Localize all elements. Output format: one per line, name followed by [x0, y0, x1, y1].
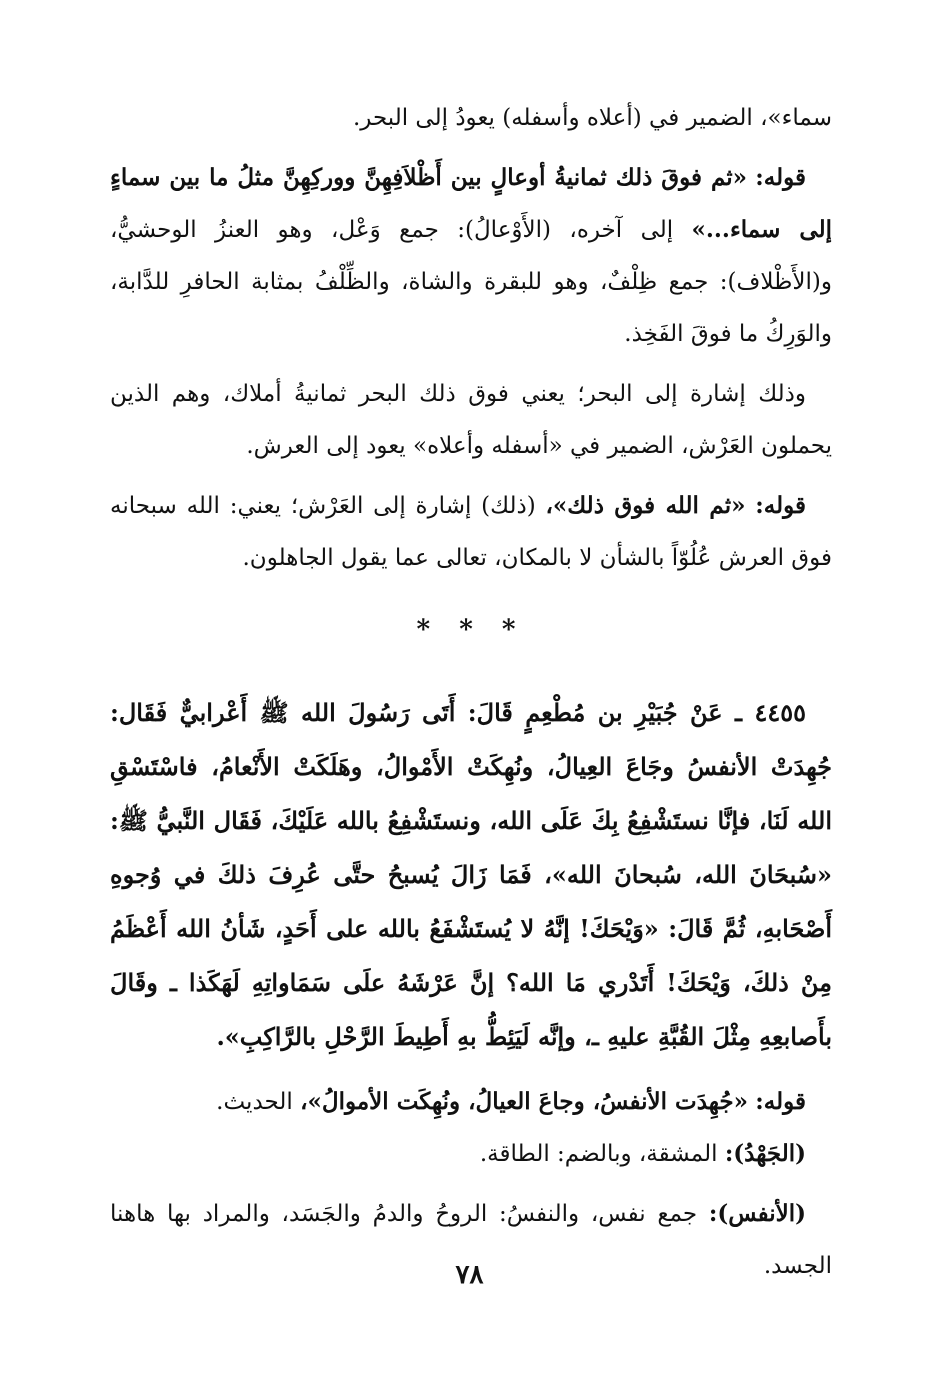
paragraph-1-text: سماء»، الضمير في (أعلاه وأسفله) يعودُ إلى البحر. [352, 105, 832, 131]
paragraph-5-label: قوله: [755, 1088, 806, 1115]
paragraph-5-quote: «جُهِدَت الأنفسُ، وجاعَ العيالُ، ونُهِكَت الأموالُ»، [300, 1088, 748, 1115]
paragraph-7-term: (الأنفس): [708, 1200, 806, 1227]
paragraph-7-rest: جمع نفس، والنفسُ: الروحُ والدمُ والجَسَد، والمراد بها هاهنا الجسد. [110, 1201, 832, 1279]
page-body [110, 92, 832, 1292]
paragraph-1 [110, 92, 832, 144]
paragraph-3 [110, 368, 832, 472]
paragraph-5 [110, 1076, 832, 1128]
section-divider-stars: * * * [416, 615, 526, 645]
paragraph-2-rest: إلى آخره، (الأَوْعالُ): جمع وَعْل، وهو العنزُ الوحشيُّ، و(الأَظْلاف): جمع ظِلْفٌ، وهو للبقرة والشاة، والظِّلْفُ بمثابة الحافرِ للدَّابة، والوَرِكُ ما فوقَ الفَخِذ. [110, 217, 832, 347]
paragraph-5-rest: الحديث. [216, 1089, 293, 1115]
hadith-body: ٤٤٥٥ ـ عَنْ جُبَيْرِ بن مُطْعِمٍ قَالَ: أَتَى رَسُولَ الله ﷺ أَعْرابيٌّ فَقَال: جُهِدَتْ الأنفسُ وجَاعَ العِيالُ، ونُهِكَتْ الأَمْوالُ، وهَلَكَتْ الأَنْعامُ، فاسْتَسْقِ الله لَنَا، فإنَّا نستَشْفِعُ بِكَ عَلَى الله، ونستَشْفِعُ بالله عَلَيْكَ، فَقَال النَّبيُّ ﷺ: «سُبحَانَ الله، سُبحانَ الله»، فَمَا زَالَ يُسبحُ حتَّى عُرِفَ ذلكَ في وُجوهِ أَصْحَابهِ، ثُمَّ قَالَ: «وَيْحَكَ! إنَّهُ لا يُستَشْفَعُ بالله على أَحَدٍ، شَأنُ الله أَعْظَمُ مِنْ ذلكَ، وَيْحَكَ! أَتَدْري مَا الله؟ إنَّ عَرْشَهُ علَى سَمَاواتِهِ لَهَكَذا ـ وقَالَ بأَصابعِهِ مِثْلَ القُبَّةِ عليهِ ـ، وإنَّه لَيَئِطُّ بهِ أَطِيطَ الرَّحْلِ بالرَّاكِبِ». [110, 698, 832, 1051]
hadith-text [110, 686, 832, 1064]
paragraph-2-quote: «ثم فوقَ ذلك ثمانيةُ أوعالٍ بين أَظْلاَفِهِنَّ ووركِهِنَّ مثلُ ما بين سماءٍ إلى سماء...» [110, 164, 832, 243]
paragraph-4-rest: (ذلك) إشارة إلى العَرْش؛ يعني: الله سبحانه فوق العرش عُلُوّاً بالشأن لا بالمكان، تعالى عما يقول الجاهلون. [110, 493, 832, 571]
paragraph-4-quote: «ثم الله فوق ذلك»، [545, 492, 746, 519]
paragraph-6 [110, 1128, 832, 1180]
paragraph-6-rest: المشقة، وبالضم: الطاقة. [479, 1141, 718, 1167]
paragraph-6-term: (الجَهْدُ): [724, 1140, 806, 1167]
paragraph-2 [110, 152, 832, 360]
paragraph-2-label: قوله: [755, 164, 807, 191]
paragraph-4 [110, 480, 832, 584]
paragraph-3-text: وذلك إشارة إلى البحر؛ يعني فوق ذلك البحر ثمانيةُ أملاك، وهم الذين يحملون العَرْش، الضمير في «أسفله وأعلاه» يعود إلى العرش. [110, 381, 832, 459]
paragraph-4-label: قوله: [755, 492, 807, 519]
page-number: ٧٨ [455, 1260, 484, 1290]
